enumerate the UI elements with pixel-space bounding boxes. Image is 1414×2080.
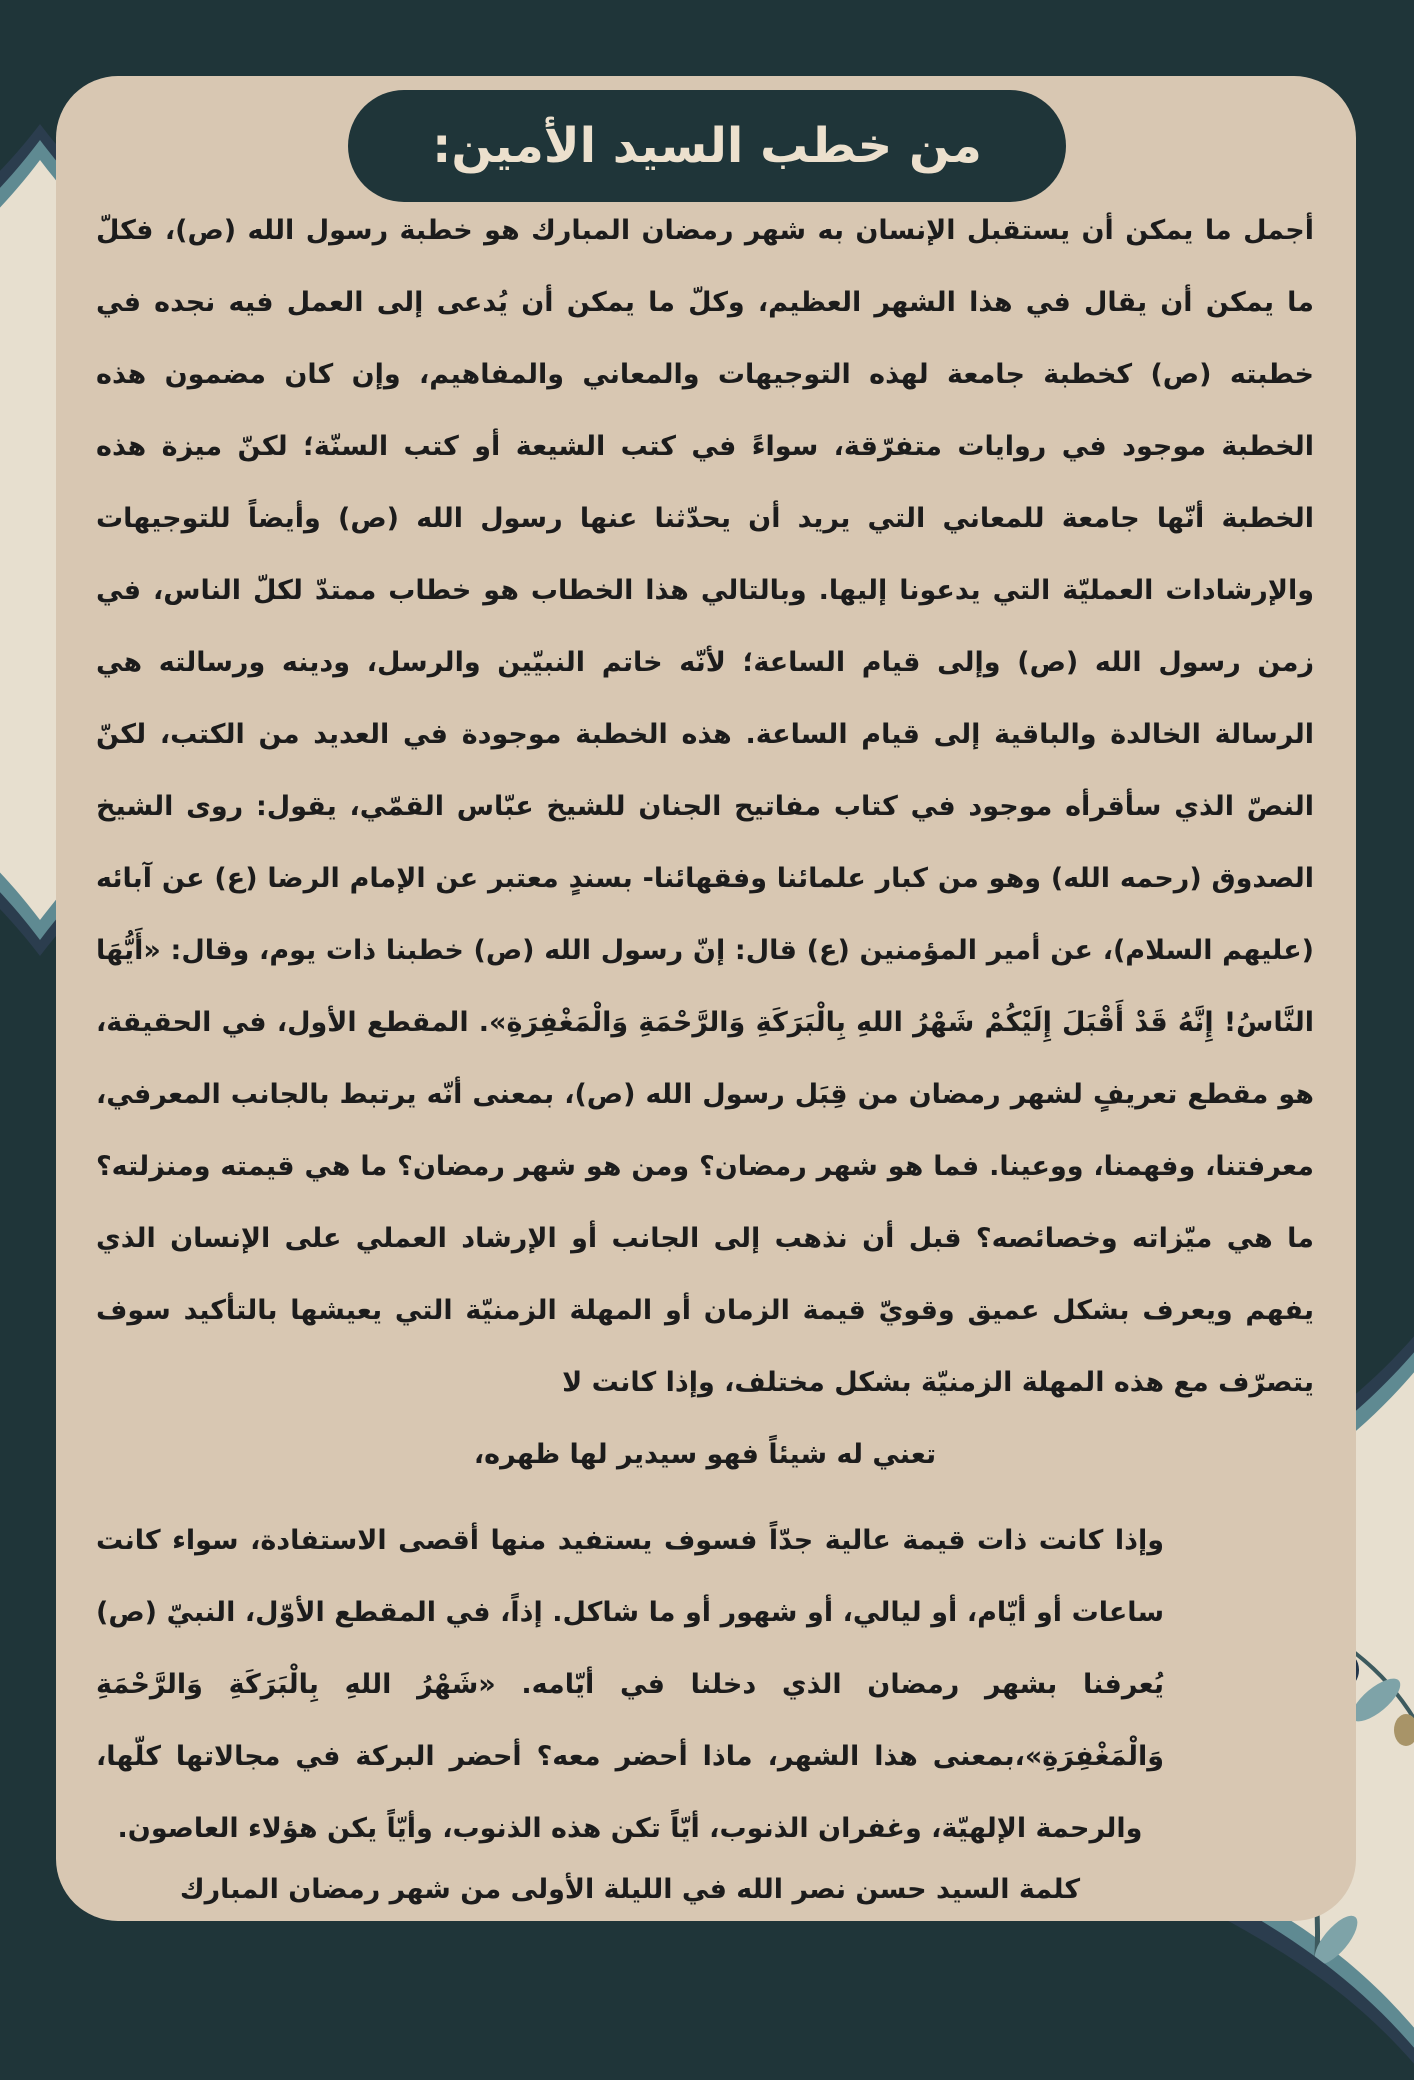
paragraph-1-last-line: تعني له شيئاً فهو سيدير لها ظهره، (473, 1439, 937, 1470)
paragraph-1-text: أجمل ما يمكن أن يستقبل الإنسان به شهر رمضان المبارك هو خطبة رسول الله (ص)، فكلّ ما يمكن أن يقال في هذا الشهر العظيم، وكلّ ما يمكن أن يُدعى إلى العمل فيه نجده في خطبته (ص) كخطبة جامعة لهذه التوجيهات والمعاني والمفاهيم، وإن كان مضمون هذه الخطبة موجود في روايات متفرّقة، سواءً في كتب الشيعة أو كتب السنّة؛ لكنّ ميزة هذه الخطبة أنّها جامعة للمعاني التي يريد أن يحدّثنا عنها رسول الله (ص) وأيضاً للتوجيهات والإرشادات العمليّة التي يدعونا إليها. وبالتالي هذا الخطاب هو خطاب ممتدّ لكلّ الناس، في زمن رسول الله (ص) وإلى قيام الساعة؛ لأنّه خاتم النبيّين والرسل، ودينه ورسالته هي الرسالة الخالدة والباقية إلى قيام الساعة. هذه الخطبة موجودة في العديد من الكتب، لكنّ النصّ الذي سأقرأه موجود في كتاب مفاتيح الجنان للشيخ عبّاس القمّي، يقول: روى الشيخ الصدوق (رحمه الله) وهو من كبار علمائنا وفقهائنا- بسندٍ معتبر عن الإمام الرضا (ع) عن آبائه (عليهم السلام)، عن أمير المؤمنين (ع) قال: إنّ رسول الله (ص) خطبنا ذات يوم، وقال: «أَيُّهَا النَّاسُ! إِنَّهُ قَدْ أَقْبَلَ إِلَيْكُمْ شَهْرُ اللهِ بِالْبَرَكَةِ وَالرَّحْمَةِ وَالْمَغْفِرَةِ». المقطع الأول، في الحقيقة، هو مقطع تعريفٍ لشهر رمضان من قِبَل رسول الله (ص)، بمعنى أنّه يرتبط بالجانب المعرفي، معرفتنا، وفهمنا، ووعينا. فما هو شهر رمضان؟ ومن هو شهر رمضان؟ ما هي قيمته ومنزلته؟ ما هي ميّزاته وخصائصه؟ قبل أن نذهب إلى الجانب أو الإرشاد العملي على الإنسان الذي يفهم ويعرف بشكل عميق وقويّ قيمة الزمان أو المهلة الزمنيّة التي يعيشها بالتأكيد سوف يتصرّف مع هذه المهلة الزمنيّة بشكل مختلف، وإذا كانت لا (96, 215, 1314, 1398)
paragraph-1 (96, 195, 1314, 1491)
signature: كلمة السيد حسن نصر الله في الليلة الأولى من شهر رمضان المبارك (179, 1874, 1081, 1905)
title-banner (348, 90, 1066, 202)
page-title: من خطب السيد الأمين: (432, 118, 982, 174)
paragraph-2: وإذا كانت ذات قيمة عالية جدّاً فسوف يستفيد منها أقصى الاستفادة، سواء كانت ساعات أو أيّام، أو ليالي، أو شهور أو ما شاكل. إذاً، في المقطع الأوّل، النبيّ (ص) يُعرفنا بشهر رمضان الذي دخلنا في أيّامه. «شَهْرُ اللهِ بِالْبَرَكَةِ وَالرَّحْمَةِ وَالْمَغْفِرَةِ»،بمعنى هذا الشهر، ماذا أحضر معه؟ أحضر البركة في مجالاتها كلّها، والرحمة الإلهيّة، وغفران الذنوب، أيّاً تكن هذه الذنوب، وأيّاً يكن هؤلاء العاصون. (96, 1525, 1164, 1844)
